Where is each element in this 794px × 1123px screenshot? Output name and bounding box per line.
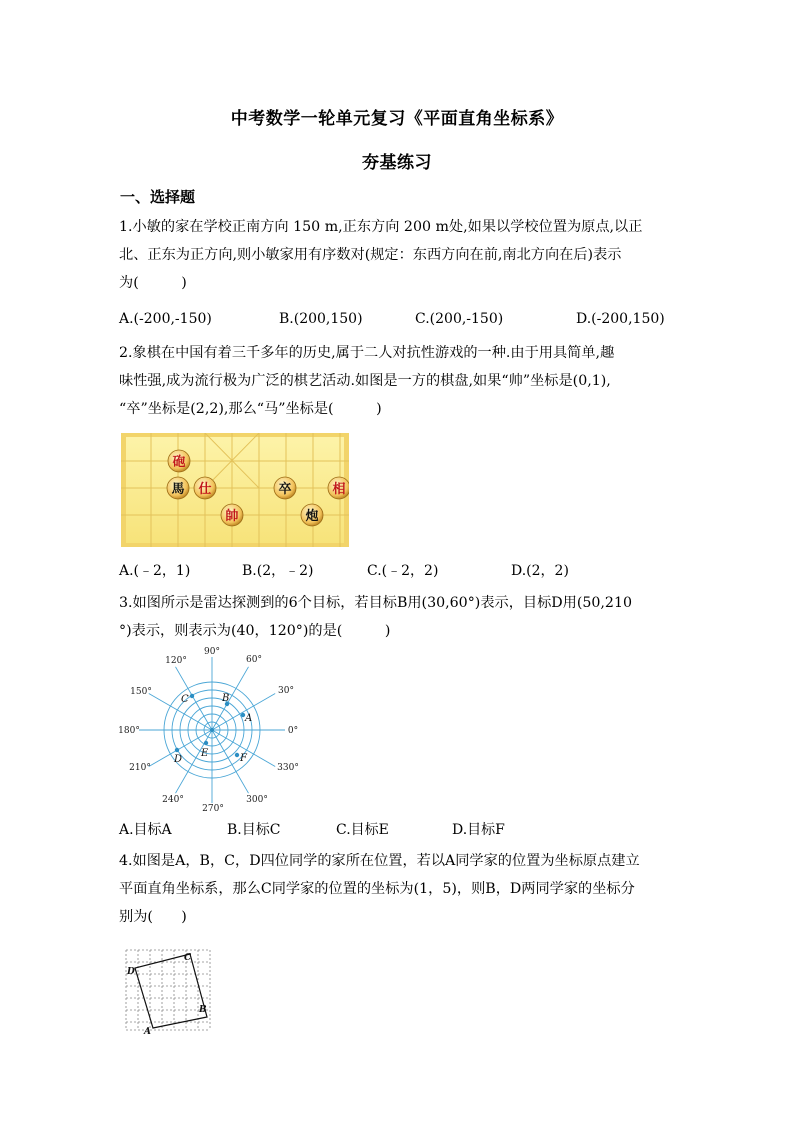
target-a-label: A — [245, 713, 253, 724]
angle-120-label: 120° — [165, 656, 187, 666]
q1-option-a[interactable]: A.(-200,-150) — [119, 311, 212, 327]
q2-option-b[interactable]: B.(2，﹣2) — [242, 563, 314, 579]
q1-option-d[interactable]: D.(-200,150) — [576, 311, 665, 327]
chess-piece-pao-black — [301, 504, 323, 526]
q3-option-c[interactable]: C.目标E — [336, 822, 389, 838]
question-4-line-2: 平面直角坐标系，那么C同学家的位置的坐标为(1，5)，则B，D两同学家的坐标分 — [119, 881, 635, 897]
angle-60-label: 60° — [246, 655, 262, 665]
question-2-line-2: 味性强,成为流行极为广泛的棋艺活动.如图是一方的棋盘,如果“帅”坐标是(0,1), — [119, 373, 611, 389]
svg-text:炮: 炮 — [305, 509, 319, 524]
q3-option-b[interactable]: B.目标C — [227, 822, 281, 838]
question-2-options — [119, 560, 709, 582]
chess-piece-ma-black — [167, 477, 189, 499]
q3-option-a[interactable]: A.目标A — [119, 822, 172, 838]
point-d-label: D — [127, 967, 135, 977]
chess-piece-xiang-red — [328, 477, 349, 499]
target-c-point — [190, 694, 194, 698]
chess-piece-zu-black — [274, 477, 296, 499]
q2-option-a[interactable]: A.(﹣2，1) — [119, 563, 191, 579]
chess-board-figure — [121, 433, 349, 547]
question-2-line-1: 2.象棋在中国有着三千多年的历史,属于二人对抗性游戏的一种.由于用具简单,趣 — [119, 345, 615, 361]
target-e-label: E — [201, 748, 209, 759]
document-title: 中考数学一轮单元复习《平面直角坐标系》 — [230, 109, 564, 129]
question-1-line-1: 1.小敏的家在学校正南方向 150 m,正东方向 200 m处,如果以学校位置为原点,以正 — [119, 219, 643, 235]
angle-330-label: 330° — [277, 763, 299, 773]
target-b-label: B — [222, 693, 230, 704]
question-1-line-3: 为( ) — [119, 275, 187, 291]
target-f-label: F — [240, 753, 247, 764]
question-4-line-3: 别为( ) — [119, 909, 187, 925]
svg-text:卒: 卒 — [278, 482, 292, 497]
point-a-label: A — [144, 1027, 151, 1034]
chess-piece-shi-red — [194, 477, 216, 499]
angle-0-label: 0° — [287, 726, 299, 736]
target-e-point — [204, 741, 208, 745]
question-2 — [119, 339, 701, 423]
q1-option-c[interactable]: C.(200,-150) — [415, 311, 504, 327]
angle-180-label: 180° — [118, 726, 140, 736]
svg-text:帥: 帥 — [225, 509, 239, 524]
target-d-point — [175, 748, 179, 752]
q1-option-b[interactable]: B.(200,150) — [279, 311, 363, 327]
point-c-label: C — [184, 953, 192, 963]
question-4 — [119, 847, 701, 931]
radar-center-point — [210, 728, 214, 732]
question-1 — [119, 213, 701, 297]
angle-90-label: 90° — [204, 647, 220, 657]
section-heading: 一、选择题 — [120, 188, 196, 206]
angle-300-label: 300° — [246, 795, 268, 805]
q2-option-c[interactable]: C.(﹣2，2) — [367, 563, 439, 579]
question-1-options — [119, 311, 709, 333]
svg-text:仕: 仕 — [198, 482, 212, 497]
document-subtitle: 夯基练习 — [362, 153, 432, 173]
question-1-line-2: 北、正东为正方向,则小敏家用有序数对(规定：东西方向在前,南北方向在后)表示 — [119, 247, 622, 263]
radar-figure — [118, 644, 308, 816]
dashed-grid — [126, 950, 210, 1030]
svg-text:砲: 砲 — [172, 455, 186, 470]
svg-text:馬: 馬 — [171, 482, 185, 497]
question-3-options — [119, 819, 709, 841]
target-c-label: C — [181, 694, 189, 705]
angle-270-label: 270° — [202, 804, 224, 814]
grid-figure — [122, 946, 214, 1034]
q2-option-d[interactable]: D.(2，2) — [511, 563, 569, 579]
question-4-line-1: 4.如图是A，B，C，D四位同学的家所在位置，若以A同学家的位置为坐标原点建立 — [119, 853, 640, 869]
point-b-label: B — [199, 1005, 207, 1015]
angle-150-label: 150° — [130, 687, 152, 697]
question-3-line-1: 3.如图所示是雷达探测到的6个目标，若目标B用(30,60°)表示，目标D用(50,210 — [119, 595, 633, 611]
angle-210-label: 210° — [129, 763, 151, 773]
target-d-label: D — [174, 754, 183, 765]
chess-piece-pao-red — [168, 450, 190, 472]
question-3 — [119, 589, 701, 645]
angle-30-label: 30° — [278, 686, 294, 696]
radar-angle-labels — [118, 647, 299, 814]
svg-text:相: 相 — [332, 482, 346, 497]
angle-240-label: 240° — [162, 795, 184, 805]
quadrilateral-abcd — [135, 954, 207, 1028]
target-f-point — [235, 753, 239, 757]
question-2-line-3: “卒”坐标是(2,2),那么“马”坐标是( ) — [119, 401, 382, 417]
chess-piece-shuai-red — [221, 504, 243, 526]
question-3-line-2: °)表示，则表示为(40，120°)的是( ) — [119, 623, 391, 639]
q3-option-d[interactable]: D.目标F — [452, 822, 505, 838]
board-surface — [126, 437, 344, 543]
